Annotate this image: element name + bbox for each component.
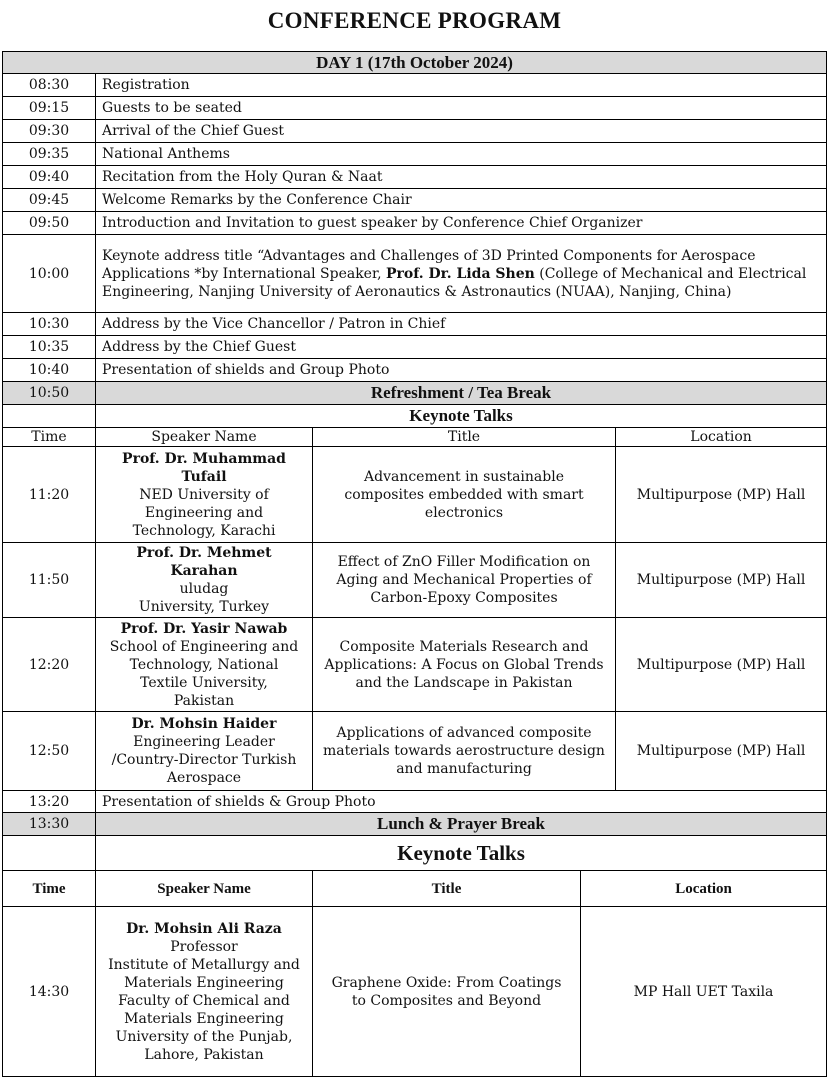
speaker-affiliation-line: School of Engineering and xyxy=(109,638,299,655)
talk-title-line: electronics xyxy=(424,504,504,521)
speaker-affiliation-line: University, Turkey xyxy=(138,599,270,615)
talk-title-cell xyxy=(313,447,616,543)
day-header-row xyxy=(3,52,827,74)
speaker-affiliation-line: Faculty of Chemical and xyxy=(118,992,290,1009)
schedule-row xyxy=(3,120,827,143)
talk-time: 11:50 xyxy=(3,543,96,618)
speaker-cell xyxy=(96,618,313,712)
talk-title-line: Aging and Mechanical Properties of xyxy=(336,572,592,588)
speaker-affiliation-line: uludag xyxy=(179,581,229,597)
speaker-name-line: Dr. Mohsin Haider xyxy=(131,716,277,732)
speaker-affiliation-line: Engineering and xyxy=(144,504,264,521)
schedule-row xyxy=(3,313,827,336)
talk-time: 11:20 xyxy=(3,447,96,543)
speaker-cell xyxy=(96,712,313,791)
talk-title-line: and the Landscape in Pakistan xyxy=(355,674,573,691)
speaker-affiliation-line: Lahore, Pakistan xyxy=(144,1046,264,1063)
col-header-time: Time xyxy=(3,428,96,447)
speaker-affiliation-line: Technology, Karachi xyxy=(132,522,276,539)
speaker-cell xyxy=(96,907,313,1077)
talk-location: Multipurpose (MP) Hall xyxy=(616,618,827,712)
talk-title-line: composites embedded with smart xyxy=(344,486,584,503)
col-header-title: Title xyxy=(313,428,616,447)
keynote-column-headers xyxy=(3,428,827,447)
talk-time: 12:50 xyxy=(3,712,96,791)
speaker-affiliation-line: University of the Punjab, xyxy=(115,1028,293,1045)
col-header-speaker: Speaker Name xyxy=(96,428,313,447)
schedule-text: Registration xyxy=(96,74,827,97)
schedule-time: 10:35 xyxy=(3,336,96,359)
keynote-column-headers xyxy=(3,871,827,907)
col-header-location: Location xyxy=(581,871,827,907)
talk-title-cell xyxy=(313,907,581,1077)
talk-title-line: Graphene Oxide: From Coatings xyxy=(331,974,562,991)
schedule-text: Address by the Vice Chancellor / Patron in Chief xyxy=(96,313,827,336)
schedule-row xyxy=(3,189,827,212)
speaker-affiliation-line: /Country-Director Turkish xyxy=(111,752,297,768)
speaker-affiliation-line: Technology, National xyxy=(129,656,279,673)
talk-row xyxy=(3,447,827,543)
schedule-text: Introduction and Invitation to guest speaker by Conference Chief Organizer xyxy=(96,212,827,235)
schedule-text xyxy=(96,235,827,313)
schedule-row xyxy=(3,166,827,189)
schedule-time: 13:20 xyxy=(3,791,96,813)
speaker-affiliation-line: Institute of Metallurgy and xyxy=(108,956,300,973)
talk-title-cell xyxy=(313,543,616,618)
day-header: DAY 1 (17th October 2024) xyxy=(3,52,827,74)
talk-row xyxy=(3,712,827,791)
talk-location: Multipurpose (MP) Hall xyxy=(616,712,827,791)
keynote-address-text: Keynote address title “Advantages and Challenges of 3D Printed Components for Aerospace Applications *by International Speaker, xyxy=(102,247,756,282)
talk-title-cell xyxy=(313,618,616,712)
speaker-name-line: Prof. Dr. Yasir Nawab xyxy=(120,620,288,637)
schedule-text: Address by the Chief Guest xyxy=(96,336,827,359)
schedule-text: Presentation of shields and Group Photo xyxy=(96,359,827,382)
speaker-name-line: Karahan xyxy=(170,563,238,579)
schedule-row xyxy=(3,791,827,813)
speaker-affiliation-line: Materials Engineering xyxy=(124,1010,284,1027)
talk-title-line: Carbon-Epoxy Composites xyxy=(370,590,558,606)
schedule-time: 10:00 xyxy=(3,235,96,313)
col-header-location: Location xyxy=(616,428,827,447)
speaker-cell xyxy=(96,543,313,618)
schedule-text: Welcome Remarks by the Conference Chair xyxy=(96,189,827,212)
schedule-text: Recitation from the Holy Quran & Naat xyxy=(96,166,827,189)
schedule-time: 09:30 xyxy=(3,120,96,143)
talk-location: Multipurpose (MP) Hall xyxy=(616,543,827,618)
break-time: 10:50 xyxy=(3,382,96,405)
speaker-affiliation-line: Aerospace xyxy=(166,770,242,786)
schedule-time: 10:40 xyxy=(3,359,96,382)
break-label: Refreshment / Tea Break xyxy=(96,382,827,405)
talk-title-line: Composite Materials Research and xyxy=(339,638,589,655)
schedule-time: 09:45 xyxy=(3,189,96,212)
speaker-cell xyxy=(96,447,313,543)
talk-title-line: Applications: A Focus on Global Trends xyxy=(324,656,604,673)
schedule-time: 09:15 xyxy=(3,97,96,120)
schedule-text: Presentation of shields & Group Photo xyxy=(96,791,827,813)
talk-title-line: and manufacturing xyxy=(396,761,532,777)
program-table xyxy=(2,51,827,1077)
talk-location: MP Hall UET Taxila xyxy=(581,907,827,1077)
keynote-heading: Keynote Talks xyxy=(96,836,827,871)
schedule-time: 10:30 xyxy=(3,313,96,336)
schedule-time: 09:40 xyxy=(3,166,96,189)
schedule-time: 08:30 xyxy=(3,74,96,97)
break-row-tea xyxy=(3,382,827,405)
talk-title-line: to Composites and Beyond xyxy=(351,992,542,1009)
schedule-row xyxy=(3,336,827,359)
speaker-affiliation-line: Professor xyxy=(170,938,238,955)
talk-time: 14:30 xyxy=(3,907,96,1077)
speaker-affiliation-line: Pakistan xyxy=(173,692,235,709)
talk-title-cell xyxy=(313,712,616,791)
schedule-text: Arrival of the Chief Guest xyxy=(96,120,827,143)
talk-row xyxy=(3,543,827,618)
schedule-row xyxy=(3,97,827,120)
international-speaker-name: Prof. Dr. Lida Shen xyxy=(386,265,535,282)
schedule-text: National Anthems xyxy=(96,143,827,166)
speaker-name-line: Prof. Dr. Mehmet xyxy=(136,545,272,561)
schedule-time: 09:50 xyxy=(3,212,96,235)
break-row-lunch xyxy=(3,813,827,836)
break-time: 13:30 xyxy=(3,813,96,836)
break-label: Lunch & Prayer Break xyxy=(96,813,827,836)
schedule-row-keynote-address xyxy=(3,235,827,313)
schedule-row xyxy=(3,143,827,166)
talk-title-line: Effect of ZnO Filler Modification on xyxy=(337,554,591,570)
speaker-affiliation-line: NED University of xyxy=(139,486,269,503)
page-title: CONFERENCE PROGRAM xyxy=(267,8,562,33)
col-header-time: Time xyxy=(3,871,96,907)
keynote-heading-row xyxy=(3,405,827,428)
keynote-heading-row xyxy=(3,836,827,871)
empty-cell xyxy=(3,836,96,871)
keynote-heading: Keynote Talks xyxy=(96,405,827,428)
speaker-affiliation-line: Engineering Leader xyxy=(133,734,275,750)
talk-title-line: Applications of advanced composite xyxy=(336,725,592,741)
speaker-name-line: Tufail xyxy=(181,468,227,485)
schedule-text: Guests to be seated xyxy=(96,97,827,120)
schedule-row xyxy=(3,212,827,235)
speaker-name-line: Dr. Mohsin Ali Raza xyxy=(126,920,282,937)
talk-location: Multipurpose (MP) Hall xyxy=(616,447,827,543)
talk-time: 12:20 xyxy=(3,618,96,712)
empty-cell xyxy=(3,405,96,428)
speaker-name-line: Prof. Dr. Muhammad xyxy=(122,450,286,467)
schedule-time: 09:35 xyxy=(3,143,96,166)
talk-row xyxy=(3,907,827,1077)
col-header-speaker: Speaker Name xyxy=(96,871,313,907)
speaker-affiliation-line: Textile University, xyxy=(140,674,268,691)
talk-title-line: materials towards aerostructure design xyxy=(323,743,605,759)
schedule-row xyxy=(3,74,827,97)
speaker-affiliation-line: Materials Engineering xyxy=(124,974,284,991)
keynote-address-affiliation: (College of Mechanical and Electrical Engineering, Nanjing University of Aeronautics & Astronautics (NUAA), Nanjing, China) xyxy=(102,265,807,300)
talk-row xyxy=(3,618,827,712)
talk-title-line: Advancement in sustainable xyxy=(364,468,564,485)
schedule-row xyxy=(3,359,827,382)
col-header-title: Title xyxy=(313,871,581,907)
